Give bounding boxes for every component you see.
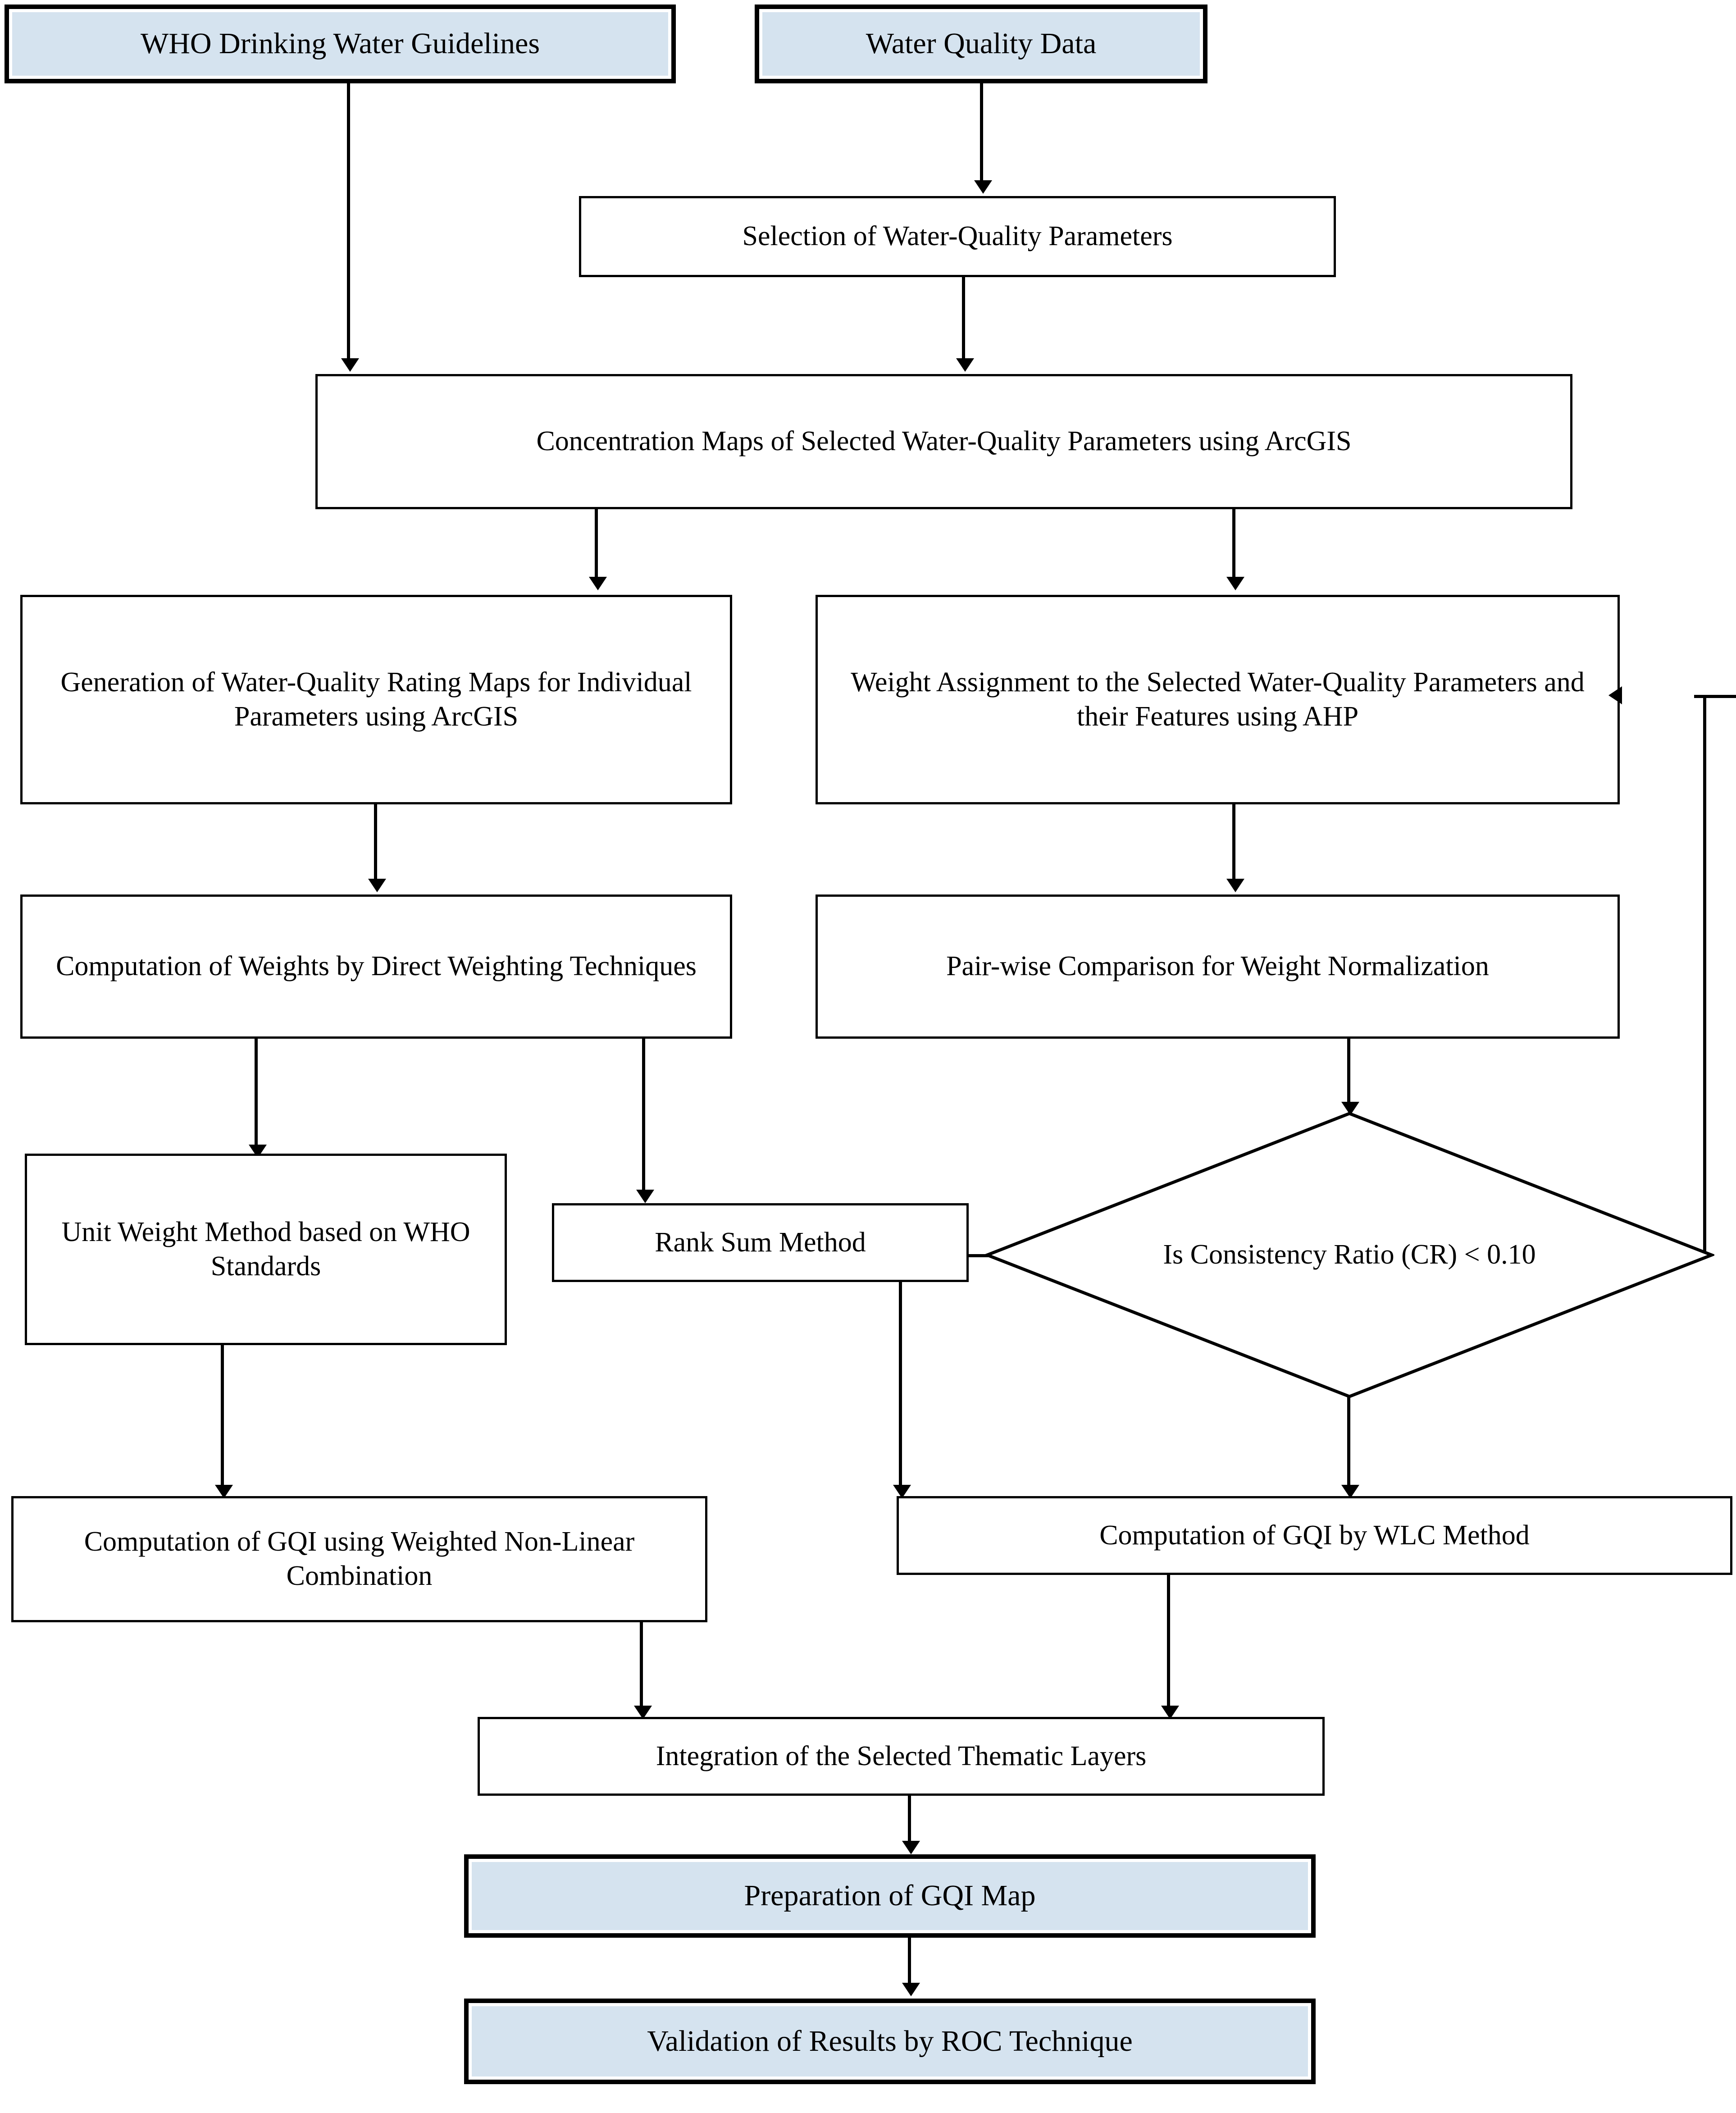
arrowhead-gqi-map-to-validation xyxy=(902,1983,920,1996)
arrowhead-selection-to-concentration xyxy=(956,358,974,372)
arrowhead-rating-to-direct-weighting xyxy=(368,879,386,892)
connector-data-to-selection xyxy=(980,83,983,185)
arrowhead-integration-to-gqi-map xyxy=(902,1841,920,1854)
node-consistency-ratio-decision xyxy=(984,1111,1714,1399)
arrowhead-data-to-selection xyxy=(974,180,992,194)
connector-nonlinear-to-integration xyxy=(640,1622,643,1710)
node-unit-weight-method: Unit Weight Method based on WHO Standards xyxy=(25,1154,507,1345)
connector-rank-sum-to-gqi-wlc xyxy=(899,1282,902,1489)
arrowhead-direct-to-rank-sum xyxy=(636,1190,654,1203)
node-gqi-wlc-method: Computation of GQI by WLC Method xyxy=(897,1496,1732,1575)
arrowhead-weight-to-pairwise xyxy=(1226,879,1244,892)
node-validation-roc-technique: Validation of Results by ROC Technique xyxy=(464,1999,1316,2084)
connector-unit-to-gqi-nonlinear xyxy=(221,1345,224,1489)
connector-decision-left-stub xyxy=(969,1254,989,1257)
node-weight-assignment-ahp: Weight Assignment to the Selected Water-Quality Parameters and their Features using AHP xyxy=(816,595,1620,804)
node-selection-of-water-quality-parameters: Selection of Water-Quality Parameters xyxy=(579,196,1336,277)
connector-direct-to-rank-sum xyxy=(642,1039,645,1194)
connector-weight-to-pairwise xyxy=(1232,804,1235,883)
node-rank-sum-method: Rank Sum Method xyxy=(552,1203,969,1282)
node-gqi-weighted-nonlinear: Computation of GQI using Weighted Non-Linear Combination xyxy=(11,1496,707,1622)
connector-decision-to-gqi-wlc xyxy=(1347,1397,1350,1489)
arrowhead-feedback-to-weight xyxy=(1608,686,1622,704)
connector-direct-to-unit-weight xyxy=(255,1039,258,1149)
connector-selection-to-concentration xyxy=(962,277,965,363)
decision-label: Is Consistency Ratio (CR) < 0.10 xyxy=(1163,1239,1536,1270)
node-water-quality-data: Water Quality Data xyxy=(755,5,1207,83)
connector-concentration-to-rating xyxy=(595,509,598,581)
node-concentration-maps: Concentration Maps of Selected Water-Quality Parameters using ArcGIS xyxy=(315,374,1572,509)
node-who-drinking-water-guidelines: WHO Drinking Water Guidelines xyxy=(5,5,676,83)
arrowhead-concentration-to-rating xyxy=(589,577,607,590)
node-generation-of-rating-maps: Generation of Water-Quality Rating Maps for Individual Parameters using ArcGIS xyxy=(20,595,732,804)
connector-rating-to-direct-weighting xyxy=(374,804,377,883)
node-preparation-of-gqi-map: Preparation of GQI Map xyxy=(464,1854,1316,1938)
connector-gqi-map-to-validation xyxy=(908,1938,911,1990)
connector-who-to-concentration xyxy=(347,83,350,363)
connector-integration-to-gqi-map xyxy=(908,1796,911,1845)
arrowhead-concentration-to-weight xyxy=(1226,577,1244,590)
connector-pairwise-to-decision xyxy=(1347,1039,1350,1106)
node-pairwise-comparison: Pair-wise Comparison for Weight Normalization xyxy=(816,894,1620,1039)
arrowhead-who-to-concentration xyxy=(341,358,359,372)
node-direct-weighting-techniques: Computation of Weights by Direct Weighting Techniques xyxy=(20,894,732,1039)
connector-feedback-horizontal-top xyxy=(1694,695,1736,698)
connector-wlc-to-integration xyxy=(1167,1575,1170,1710)
node-integration-thematic-layers: Integration of the Selected Thematic Layers xyxy=(478,1717,1325,1796)
connector-concentration-to-weight xyxy=(1232,509,1235,581)
